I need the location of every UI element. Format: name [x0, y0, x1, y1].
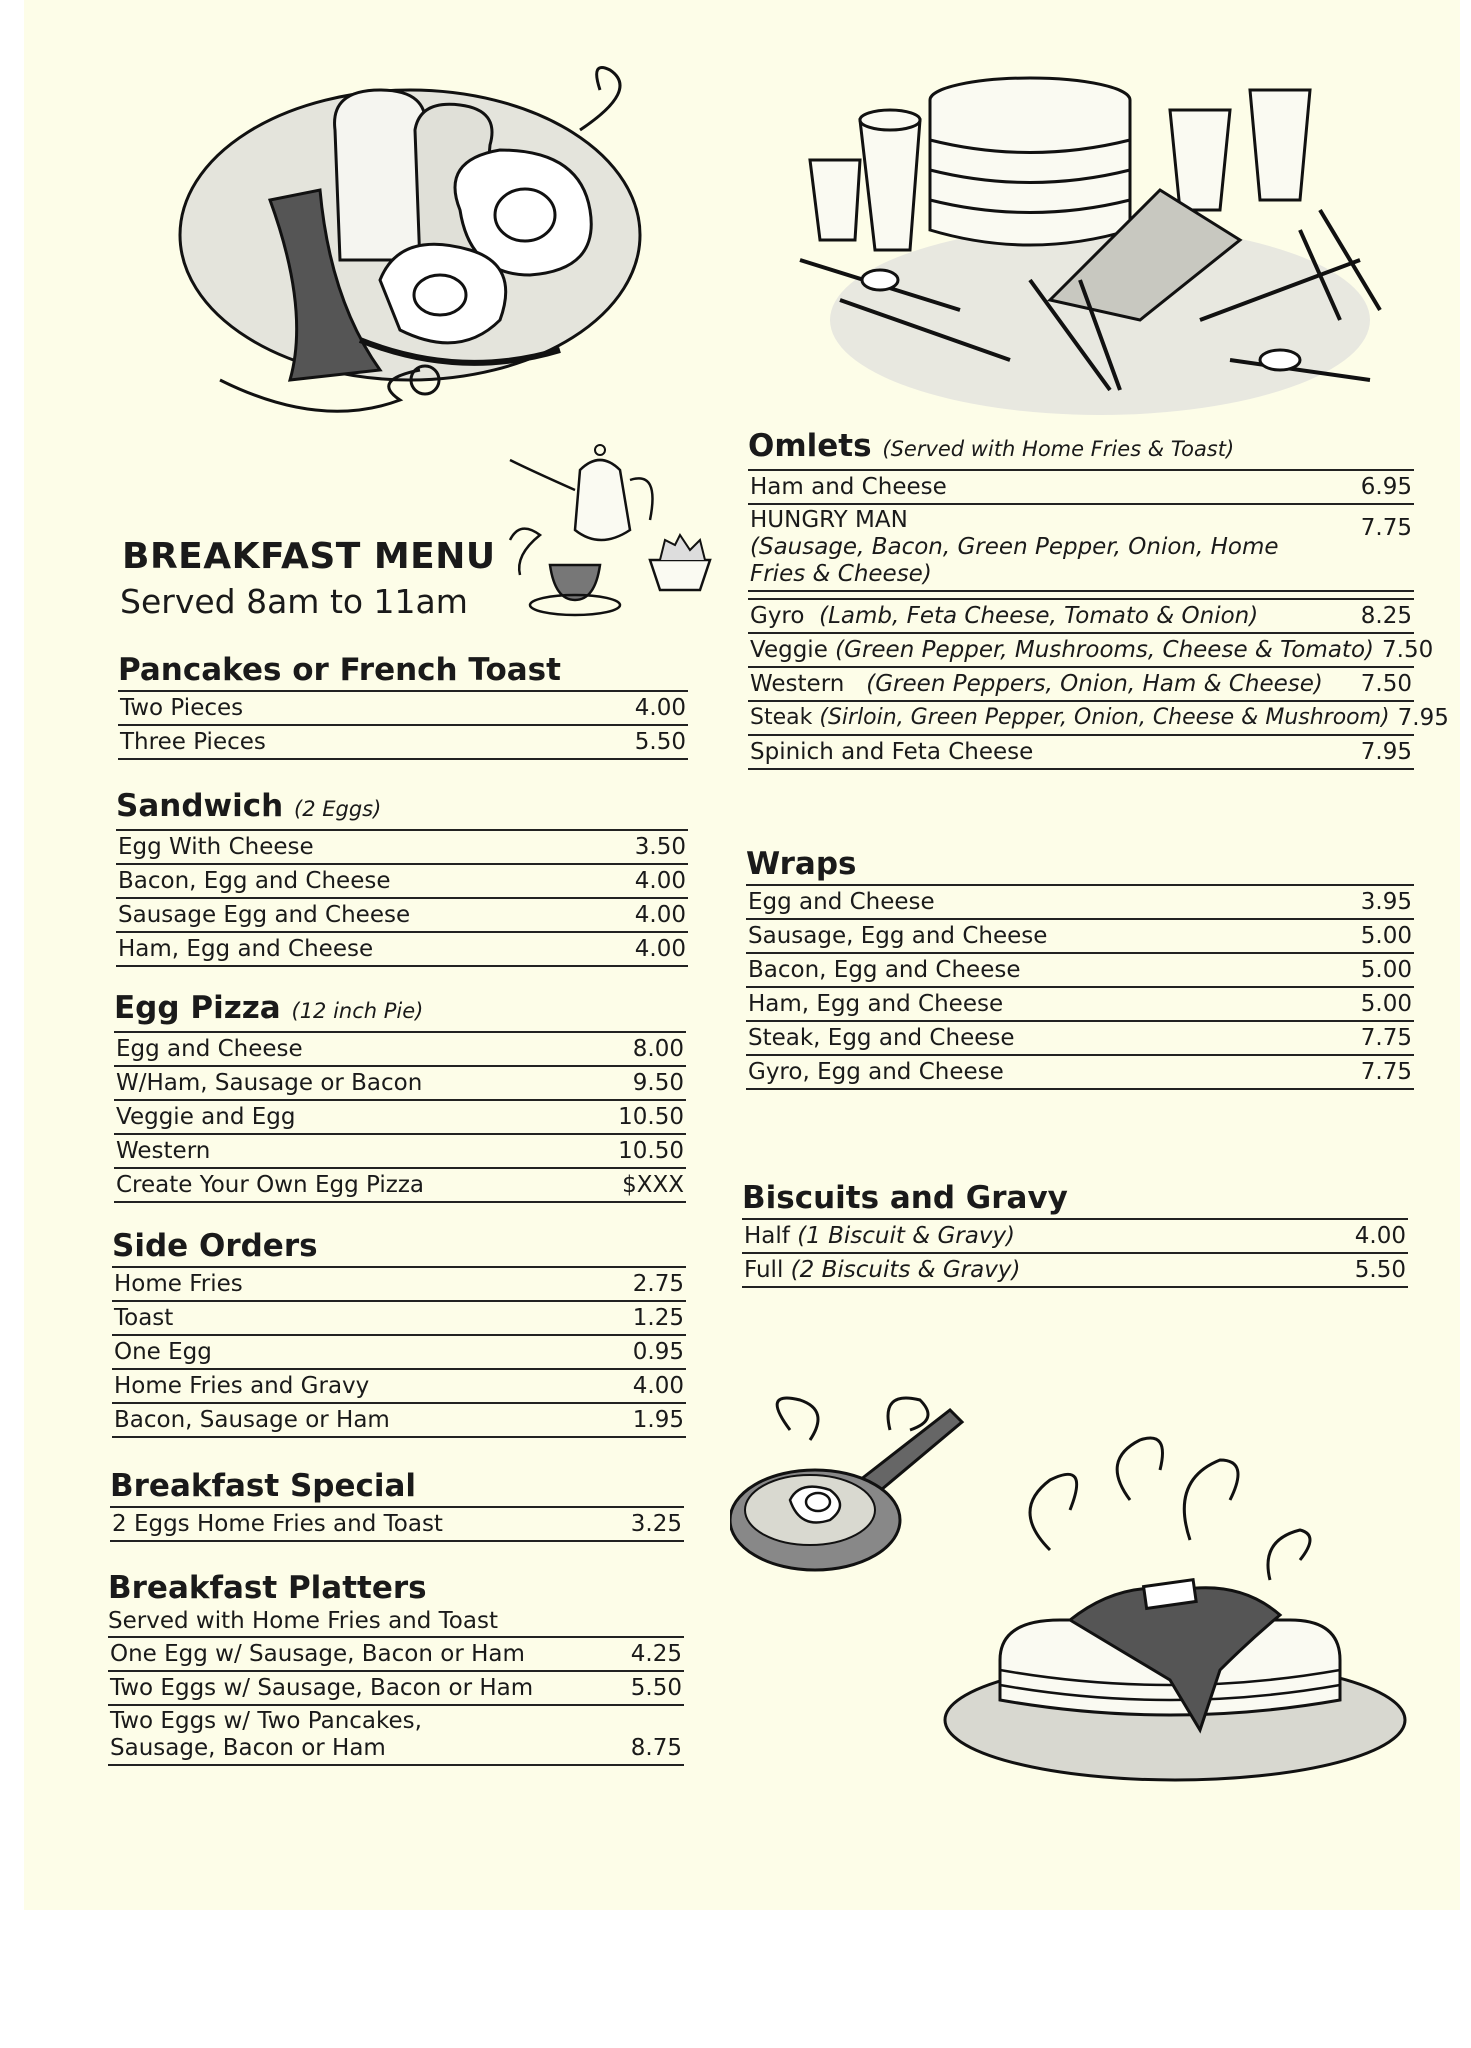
item-name: Home Fries [114, 1271, 243, 1297]
menu-item [114, 1135, 686, 1169]
item-price: 4.25 [630, 1641, 682, 1667]
item-name: One Egg w/ Sausage, Bacon or Ham [110, 1641, 525, 1667]
item-price: 7.75 [1360, 515, 1412, 541]
item-name: Western [116, 1138, 211, 1164]
item-name: Veggie [750, 637, 828, 663]
menu-item [114, 1101, 686, 1135]
pancake-stack-icon [920, 1420, 1420, 1790]
item-name: Ham, Egg and Cheese [118, 936, 374, 962]
menu-item [118, 692, 688, 726]
item-name: Steak [750, 705, 813, 730]
section-wraps [746, 846, 1414, 1090]
item-price: 3.25 [630, 1511, 682, 1537]
item-price: 8.75 [630, 1735, 682, 1761]
menu-item [112, 1268, 686, 1302]
divider [748, 592, 1414, 600]
section-title: Omlets (Served with Home Fries & Toast) [748, 428, 1414, 471]
menu-item [748, 471, 1414, 505]
section-sandwich [116, 788, 688, 967]
item-price: 7.50 [1360, 671, 1412, 697]
menu-item [748, 702, 1449, 736]
section-title: Breakfast Special [110, 1468, 684, 1508]
item-price: $XXX [622, 1172, 684, 1198]
section-title: Side Orders [112, 1228, 686, 1268]
item-description: (2 Biscuits & Gravy) [790, 1257, 1021, 1283]
item-name: Bacon, Egg and Cheese [748, 957, 1021, 983]
menu-item [746, 988, 1414, 1022]
menu-item [116, 831, 688, 865]
menu-item [108, 1672, 684, 1706]
item-price: 0.95 [632, 1339, 684, 1365]
item-name: Full [744, 1257, 784, 1283]
menu-item [742, 1254, 1408, 1288]
menu-item [112, 1336, 686, 1370]
menu-item [748, 736, 1414, 770]
section-title: Wraps [746, 846, 1414, 886]
item-price: 5.50 [630, 1675, 682, 1701]
item-name: Gyro [750, 603, 805, 629]
section-egg-pizza [114, 990, 686, 1203]
item-price: 10.50 [618, 1138, 684, 1164]
section-omlets [748, 428, 1449, 770]
teapot-and-cup-icon [500, 440, 730, 640]
item-name: Egg With Cheese [118, 834, 314, 860]
menu-item [746, 920, 1414, 954]
section-title: Pancakes or French Toast [118, 652, 688, 692]
section-breakfast-special [110, 1468, 684, 1542]
item-name: Spinich and Feta Cheese [750, 739, 1034, 765]
section-title: Biscuits and Gravy [742, 1180, 1408, 1220]
item-name: Half [744, 1223, 790, 1249]
item-price: 5.50 [634, 729, 686, 755]
item-price: 7.50 [1382, 637, 1434, 663]
item-price: 7.75 [1360, 1025, 1412, 1051]
menu-item [118, 726, 688, 760]
item-name: Bacon, Sausage or Ham [114, 1407, 390, 1433]
section-note: (Served with Home Fries & Toast) [882, 437, 1235, 461]
section-breakfast-platters [108, 1570, 684, 1766]
item-price: 7.95 [1397, 705, 1449, 731]
menu-hours: Served 8am to 11am [120, 582, 468, 621]
item-price: 6.95 [1360, 474, 1412, 500]
item-name: W/Ham, Sausage or Bacon [116, 1070, 423, 1096]
menu-item [114, 1067, 686, 1101]
dishes-and-cutlery-icon [780, 60, 1400, 430]
breakfast-plate-icon [160, 50, 660, 430]
item-name: Three Pieces [120, 729, 266, 755]
item-name: Egg and Cheese [116, 1036, 303, 1062]
item-price: 2.75 [632, 1271, 684, 1297]
item-name: Egg and Cheese [748, 889, 935, 915]
item-name: Veggie and Egg [116, 1104, 296, 1130]
item-name: Two Pieces [120, 695, 244, 721]
item-price: 5.50 [1354, 1257, 1406, 1283]
item-name: Western [750, 671, 845, 697]
menu-item [748, 634, 1434, 668]
item-name: Gyro, Egg and Cheese [748, 1059, 1004, 1085]
section-biscuits-and-gravy [742, 1180, 1408, 1288]
item-price: 3.50 [634, 834, 686, 860]
item-name: Sausage, Egg and Cheese [748, 923, 1048, 949]
section-title: Egg Pizza (12 inch Pie) [114, 990, 686, 1033]
item-description: (Green Peppers, Onion, Ham & Cheese) [866, 671, 1323, 697]
item-description: (Lamb, Feta Cheese, Tomato & Onion) [819, 603, 1259, 629]
menu-item [746, 954, 1414, 988]
item-description: (Sirloin, Green Pepper, Onion, Cheese & Mushroom) [819, 705, 1390, 730]
item-name: 2 Eggs Home Fries and Toast [112, 1511, 443, 1537]
menu-item [112, 1404, 686, 1438]
item-price: 4.00 [632, 1373, 684, 1399]
item-price: 5.00 [1360, 923, 1412, 949]
item-name: Create Your Own Egg Pizza [116, 1172, 424, 1198]
item-description: (Sausage, Bacon, Green Pepper, Onion, Home Fries & Cheese) [750, 534, 1279, 587]
section-side-orders [112, 1228, 686, 1438]
section-note: (2 Eggs) [294, 797, 382, 821]
item-description: (1 Biscuit & Gravy) [797, 1223, 1016, 1249]
item-name: Ham, Egg and Cheese [748, 991, 1004, 1017]
item-name: Bacon, Egg and Cheese [118, 868, 391, 894]
menu-item [116, 933, 688, 967]
menu-item [748, 600, 1414, 634]
menu-item [116, 865, 688, 899]
item-price: 8.00 [632, 1036, 684, 1062]
section-subtitle: Served with Home Fries and Toast [108, 1606, 684, 1638]
menu-item [112, 1370, 686, 1404]
item-name: Two Eggs w/ Sausage, Bacon or Ham [110, 1675, 534, 1701]
item-price: 5.00 [1360, 957, 1412, 983]
item-price: 4.00 [634, 868, 686, 894]
menu-item [114, 1033, 686, 1067]
item-price: 4.00 [634, 902, 686, 928]
menu-item [748, 505, 1414, 592]
item-price: 4.00 [1354, 1223, 1406, 1249]
item-price: 4.00 [634, 695, 686, 721]
item-description: (Green Pepper, Mushrooms, Cheese & Tomato) [835, 637, 1374, 663]
menu-item [746, 1056, 1414, 1090]
item-name: Steak, Egg and Cheese [748, 1025, 1015, 1051]
item-price: 7.75 [1360, 1059, 1412, 1085]
section-title: Sandwich (2 Eggs) [116, 788, 688, 831]
item-name: One Egg [114, 1339, 212, 1365]
menu-title: BREAKFAST MENU [122, 536, 496, 577]
menu-item [746, 886, 1414, 920]
section-pancakes [118, 652, 688, 760]
menu-item [112, 1302, 686, 1336]
menu-item [748, 668, 1414, 702]
item-price: 3.95 [1360, 889, 1412, 915]
menu-item [742, 1220, 1408, 1254]
menu-item [116, 899, 688, 933]
item-price: 10.50 [618, 1104, 684, 1130]
menu-item [746, 1022, 1414, 1056]
item-name: Toast [114, 1305, 174, 1331]
item-name: Two Eggs w/ Two Pancakes, Sausage, Bacon or Ham [110, 1708, 422, 1761]
item-name: Home Fries and Gravy [114, 1373, 370, 1399]
item-price: 1.95 [632, 1407, 684, 1433]
item-price: 4.00 [634, 936, 686, 962]
item-price: 1.25 [632, 1305, 684, 1331]
section-note: (12 inch Pie) [291, 999, 424, 1023]
item-price: 8.25 [1360, 603, 1412, 629]
menu-item [114, 1169, 686, 1203]
item-price: 9.50 [632, 1070, 684, 1096]
item-name: Ham and Cheese [750, 474, 947, 500]
item-name: Sausage Egg and Cheese [118, 902, 411, 928]
section-title: Breakfast Platters [108, 1570, 427, 1606]
item-price: 7.95 [1360, 739, 1412, 765]
item-name: HUNGRY MAN [750, 507, 908, 533]
menu-item [108, 1638, 684, 1672]
menu-item [110, 1508, 684, 1542]
item-price: 5.00 [1360, 991, 1412, 1017]
menu-item [108, 1706, 684, 1766]
